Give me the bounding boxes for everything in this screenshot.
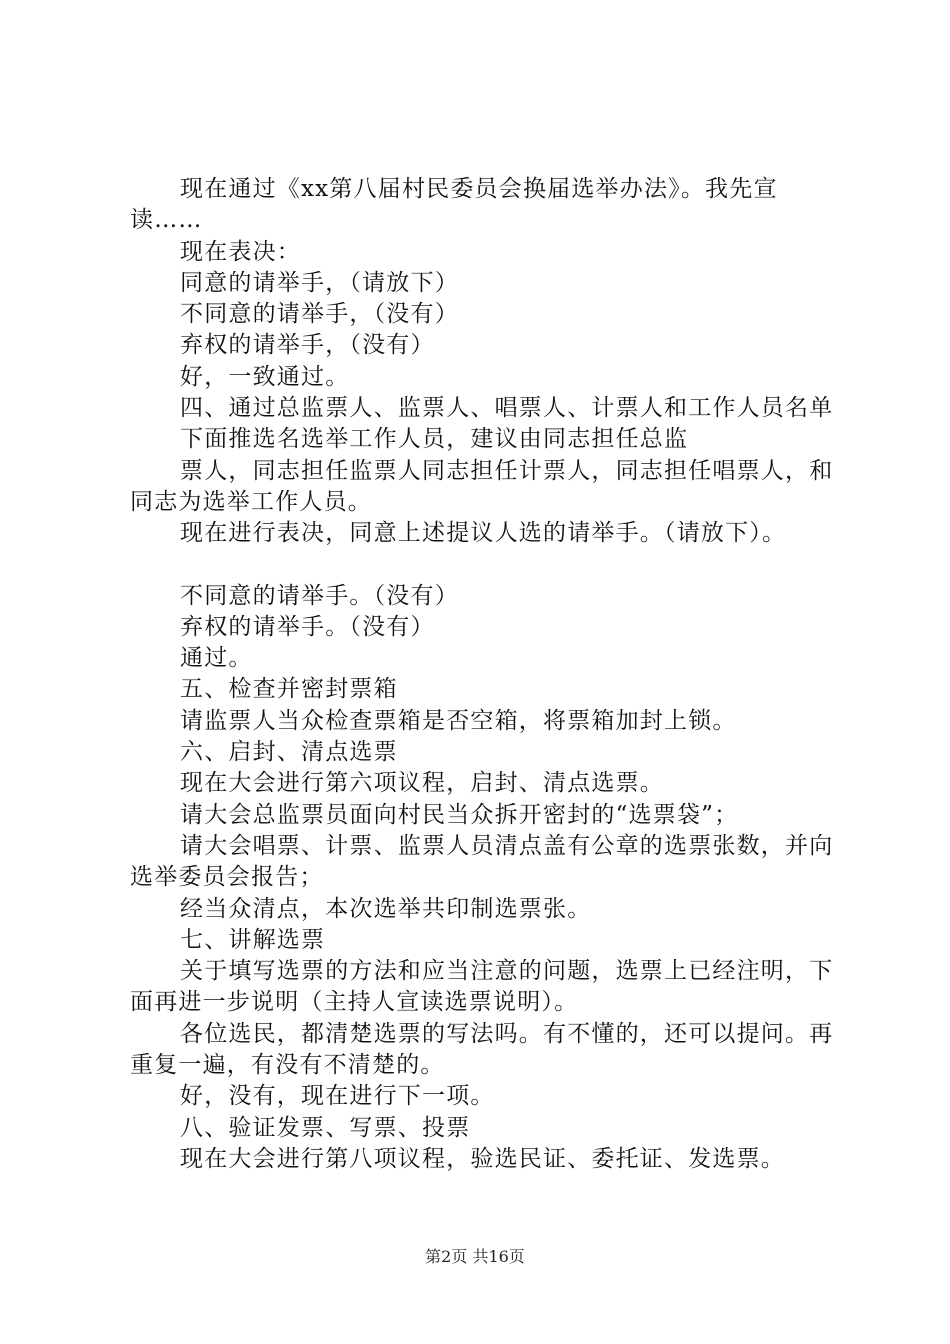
paragraph: 不同意的请举手，（没有） — [180, 301, 459, 328]
paragraph: 弃权的请举手，（没有） — [180, 332, 435, 359]
paragraph: 好，没有，现在进行下一项。 — [180, 1083, 495, 1110]
section-heading: 七、讲解选票 — [180, 926, 326, 953]
paragraph: 通过。 — [180, 645, 253, 672]
paragraph: 现在表决： — [180, 238, 301, 265]
paragraph: 请监票人当众检查票箱是否空箱，将票箱加封上锁。 — [180, 707, 737, 734]
paragraph: 弃权的请举手。（没有） — [180, 613, 435, 640]
section-heading: 六、启封、清点选票 — [180, 739, 398, 766]
paragraph: 各位选民，都清楚选票的写法吗。有不懂的，还可以提问。再重复一遍，有没有不清楚的。 — [130, 1020, 834, 1079]
paragraph: 好，一致通过。 — [180, 363, 350, 390]
page-footer: 第2页 共16页 — [425, 1247, 525, 1266]
document-body — [130, 174, 840, 1175]
paragraph: 现在进行表决，同意上述提议人选的请举手。（请放下）。 — [180, 520, 787, 547]
paragraph: 现在大会进行第六项议程，启封、清点选票。 — [180, 770, 664, 797]
paragraph: 不同意的请举手。（没有） — [180, 582, 459, 609]
paragraph: 票人，同志担任监票人同志担任计票人，同志担任唱票人，和同志为选举工作人员。 — [130, 457, 834, 515]
paragraph: 经当众清点，本次选举共印制选票张。 — [180, 895, 592, 922]
section-heading: 五、检查并密封票箱 — [180, 676, 398, 703]
section-heading: 四、通过总监票人、监票人、唱票人、计票人和工作人员名单 — [180, 395, 834, 422]
paragraph: 请大会唱票、计票、监票人员清点盖有公章的选票张数，并向选举委员会报告； — [130, 832, 834, 891]
paragraph: 请大会总监票员面向村民当众拆开密封的“选票袋”； — [180, 801, 739, 828]
paragraph: 现在大会进行第八项议程，验选民证、委托证、发选票。 — [180, 1145, 785, 1172]
paragraph: 关于填写选票的方法和应当注意的问题，选票上已经注明，下面再进一步说明（主持人宣读选票说明）。 — [130, 958, 834, 1016]
paragraph: 同意的请举手，（请放下） — [180, 269, 459, 296]
paragraph: 下面推选名选举工作人员，建议由同志担任总监 — [180, 426, 689, 453]
section-heading: 八、验证发票、写票、投票 — [180, 1114, 471, 1141]
blank-line — [130, 550, 840, 581]
paragraph: 现在通过《xx第八届村民委员会换届选举办法》。我先宣读…… — [130, 176, 778, 234]
